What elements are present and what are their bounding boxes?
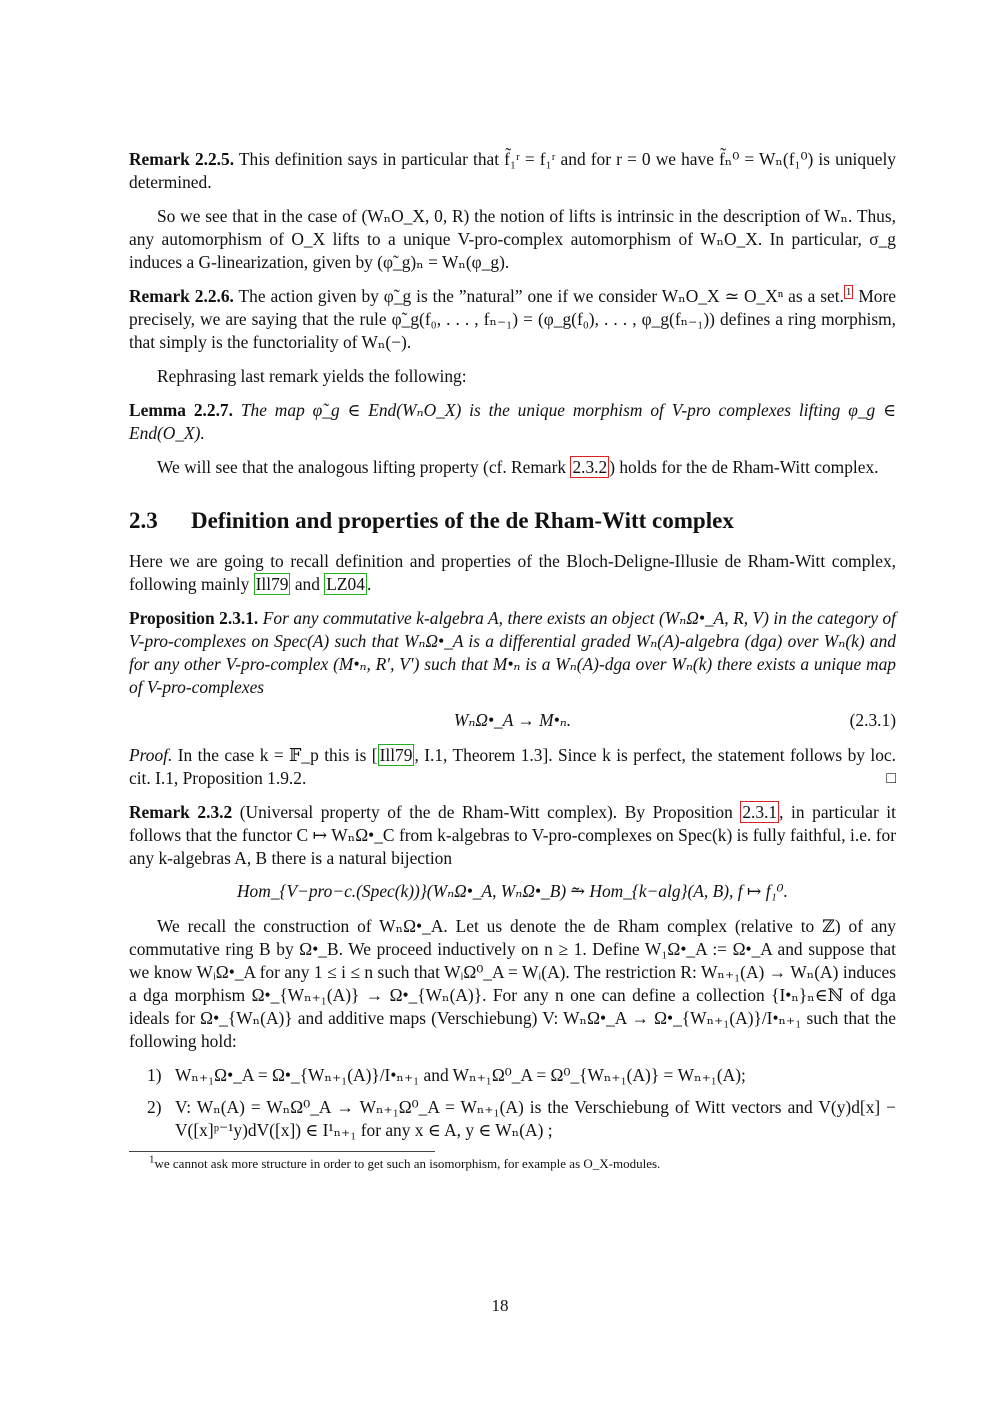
list-item: [147, 1064, 896, 1087]
footnote-mark: 1: [149, 1153, 155, 1166]
citation-link[interactable]: Ill79: [379, 745, 413, 765]
equation-number: (2.3.1): [849, 710, 896, 730]
text: and: [290, 574, 325, 594]
paragraph-analogous: [129, 456, 896, 479]
text: , I.1, Theorem 1.3]. Since k is perfect, the statement follows by loc. cit. I.1, Proposition 1.9.2.: [129, 745, 897, 788]
paragraph-construction: We recall the construction of WₙΩ•_A. Let us denote the de Rham complex (relative to ℤ) of any commutative ring B by Ω•_B. We proceed inductively on n ≥ 1. Define W₁Ω•_A := Ω•_A and suppose that we know WᵢΩ•_A for any 1 ≤ i ≤ n such that WᵢΩ⁰_A = Wᵢ(A). The restriction R: Wₙ₊₁(A) → Wₙ(A) induces a dga morphism Ω•_{Wₙ₊₁(A)} → Ω•_{Wₙ(A)}. For any n one can define a collection {I•ₙ}ₙ∈ℕ of dga ideals for Ω•_{Wₙ(A)} and additive maps (Verschiebung) V: WₙΩ•_A → Ω•_{Wₙ₊₁(A)}/I•ₙ₊₁ such that the following hold:: [129, 916, 896, 1051]
remark-text: This definition says in particular that f̃₁ʳ = f₁ʳ and for r = 0 we have f̃ₙ⁰ = Wₙ(f₁⁰) is uniquely determined.: [129, 149, 896, 192]
proposition-2-3-1: [129, 607, 896, 699]
remark-2-2-6: [129, 285, 896, 354]
qed-symbol: □: [886, 770, 896, 787]
remark-text: The action given by φ̃_g is the ”natural” one if we consider WₙO_X ≃ O_Xⁿ as a set.: [238, 286, 844, 306]
remark-label: Remark 2.3.2: [129, 802, 233, 822]
paragraph-lifts: So we see that in the case of (WₙO_X, 0, R) the notion of lifts is intrinsic in the description of Wₙ. Thus, any automorphism of O_X lifts to a unique V-pro-complex automorphism of WₙO_X. In particular, σ_g induces a G-linearization, given by (φ̃_g)ₙ = Wₙ(φ_g).: [129, 206, 896, 272]
section-number: 2.3: [129, 508, 158, 533]
paragraph-intro: [129, 550, 896, 596]
text: We will see that the analogous lifting property (cf. Remark: [157, 457, 571, 477]
equation-2-3-1: [129, 709, 896, 732]
proof-label: Proof.: [129, 745, 173, 765]
proof: [129, 744, 896, 790]
footnote-rule: [129, 1151, 435, 1152]
page-number: 18: [491, 1296, 509, 1315]
equation: Hom_{V−pro−c.(Spec(k))}(WₙΩ•_A, WₙΩ•_B) ⥲ Hom_{k−alg}(A, B), f ↦ f₁⁰.: [237, 881, 788, 901]
list-item: [147, 1096, 896, 1142]
remark-text: More precisely, we are saying that the rule φ̃_g(f₀, . . . , fₙ₋₁) = (φ_g(f₀), . . . , φ_g(fₙ₋₁)) defines a ring morphism, that simply is the functoriality of Wₙ(−).: [129, 286, 896, 352]
text: ) holds for the de Rham-Witt complex.: [609, 457, 879, 477]
text: , in particular it follows that the functor C ↦ WₙΩ•_C from k-algebras to V-pro-complexes on Spec(k) is fully faithful, i.e. for any k-algebras A, B there is a natural bijection: [129, 802, 896, 868]
remark-label: Remark 2.2.6.: [129, 286, 234, 306]
remark-2-3-2: [129, 801, 896, 870]
proposition-link[interactable]: 2.3.1: [742, 802, 778, 822]
remark-link[interactable]: 2.3.2: [572, 457, 608, 477]
list-number: 1): [147, 1065, 162, 1085]
footnote-link[interactable]: 1: [845, 286, 852, 299]
section-heading: [129, 509, 896, 532]
equation-bijection: [129, 880, 896, 903]
lemma-2-2-7: [129, 399, 896, 445]
list-text: Wₙ₊₁Ω•_A = Ω•_{Wₙ₊₁(A)}/I•ₙ₊₁ and Wₙ₊₁Ω⁰_A = Ω⁰_{Wₙ₊₁(A)} = Wₙ₊₁(A);: [175, 1065, 746, 1085]
citation-link[interactable]: Ill79: [255, 574, 289, 594]
section-title: Definition and properties of the de Rham-Witt complex: [191, 508, 734, 533]
paragraph-rephrase: Rephrasing last remark yields the following:: [157, 366, 467, 386]
list-text: V: Wₙ(A) = WₙΩ⁰_A → Wₙ₊₁Ω⁰_A = Wₙ₊₁(A) is the Verschiebung of Witt vectors and V(y)d[x] − V([x]ᵖ⁻¹y)dV([x]) ∈ I¹ₙ₊₁ for any x ∈ A, y ∈ Wₙ(A) ;: [175, 1097, 896, 1140]
remark-2-2-5: [129, 148, 896, 194]
equation: WₙΩ•_A → M•ₙ.: [453, 710, 572, 730]
proposition-text: For any commutative k-algebra A, there exists an object (WₙΩ•_A, R, V) in the category of V-pro-complexes on Spec(A) such that WₙΩ•_A is a differential graded Wₙ(A)-algebra (dga) over Wₙ(k) and for any other V-pro-complex (M•ₙ, R′, V′) such that M•ₙ is a Wₙ(A)-dga over Wₙ(k) there exists a unique map of V-pro-complexes: [129, 608, 897, 697]
remark-label: Remark 2.2.5.: [129, 149, 235, 169]
footnote: [129, 1153, 896, 1172]
list-number: 2): [147, 1097, 162, 1117]
proposition-label: Proposition 2.3.1.: [129, 608, 259, 628]
lemma-label: Lemma 2.2.7.: [129, 400, 233, 420]
page-body: [129, 148, 896, 1172]
text: By Proposition: [624, 802, 741, 822]
text: Here we are going to recall definition and properties of the Bloch-Deligne-Illusie de Rham-Witt complex, following mainly: [129, 551, 896, 594]
footnote-text: we cannot ask more structure in order to get such an isomorphism, for example as O_X-modules.: [154, 1156, 661, 1171]
text: In the case k = 𝔽_p this is [: [177, 745, 378, 765]
conditions-list: [129, 1064, 896, 1142]
lemma-text: The map φ̃_g ∈ End(WₙO_X) is the unique morphism of V-pro complexes lifting φ_g ∈ End(O_X).: [129, 400, 896, 443]
citation-link[interactable]: LZ04: [326, 574, 365, 594]
remark-title: (Universal property of the de Rham-Witt complex).: [239, 802, 618, 822]
text: .: [366, 574, 372, 594]
